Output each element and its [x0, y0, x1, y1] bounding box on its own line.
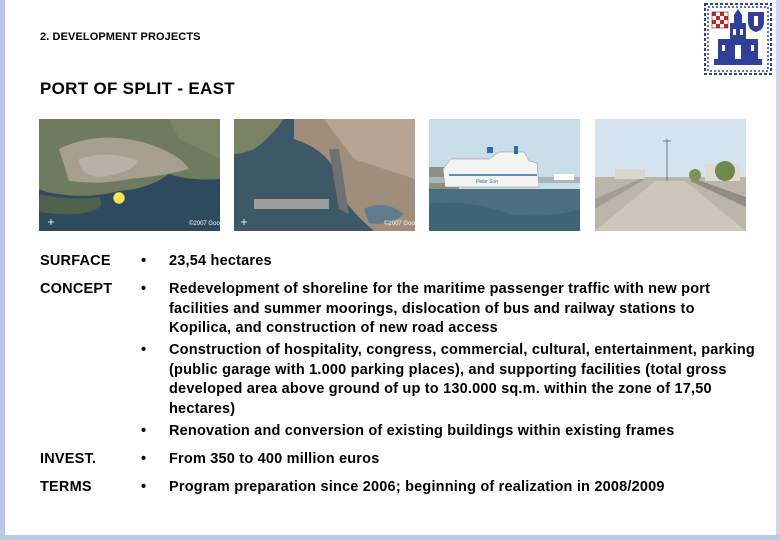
page-title: PORT OF SPLIT - EAST — [40, 79, 235, 98]
bullet: • — [141, 423, 147, 439]
surface-value: 23,54 hectares — [169, 253, 272, 269]
bullet: • — [141, 479, 147, 495]
concept-label: CONCEPT — [40, 281, 113, 297]
terms-value: Program preparation since 2006; beginning of realization in 2008/2009 — [169, 479, 665, 495]
slide-frame-bottom — [0, 535, 780, 540]
slide-frame-left — [0, 0, 5, 540]
invest-value: From 350 to 400 million euros — [169, 451, 380, 467]
section-label: 2. DEVELOPMENT PROJECTS — [40, 31, 201, 43]
google-watermark: ©2007 Google — [384, 221, 423, 227]
slide-frame-right — [776, 0, 780, 540]
railway-platform-photo — [595, 119, 746, 231]
city-crest-logo — [704, 3, 772, 75]
bullet: • — [141, 451, 147, 467]
bullet: • — [141, 342, 147, 358]
bullet: • — [141, 253, 147, 269]
invest-label: INVEST. — [40, 451, 97, 467]
google-watermark: ©2007 Google — [189, 221, 228, 227]
surface-label: SURFACE — [40, 253, 111, 269]
satellite-port-closeup-image — [234, 119, 423, 231]
terms-label: TERMS — [40, 479, 92, 495]
concept-item-2: Construction of hospitality, congress, commercial, cultural, entertainment, parking (public garage with 1.000 parking places), and supporting facilities (total gross developed area above ground of up to 130.000 sq.m. within the zone of 17,50 hectares) — [169, 342, 755, 417]
concept-item-1: Redevelopment of shoreline for the maritime passenger traffic with new port facilities and summer moorings, dislocation of bus and railway stations to Kopilica, and construction of new road access — [169, 281, 711, 336]
concept-item-3: Renovation and conversion of existing buildings within existing frames — [169, 423, 675, 439]
ferry-name: Pelar Sun — [476, 179, 498, 185]
satellite-overview-image — [39, 119, 228, 231]
ferry-photo — [429, 119, 580, 231]
bullet: • — [141, 281, 147, 297]
